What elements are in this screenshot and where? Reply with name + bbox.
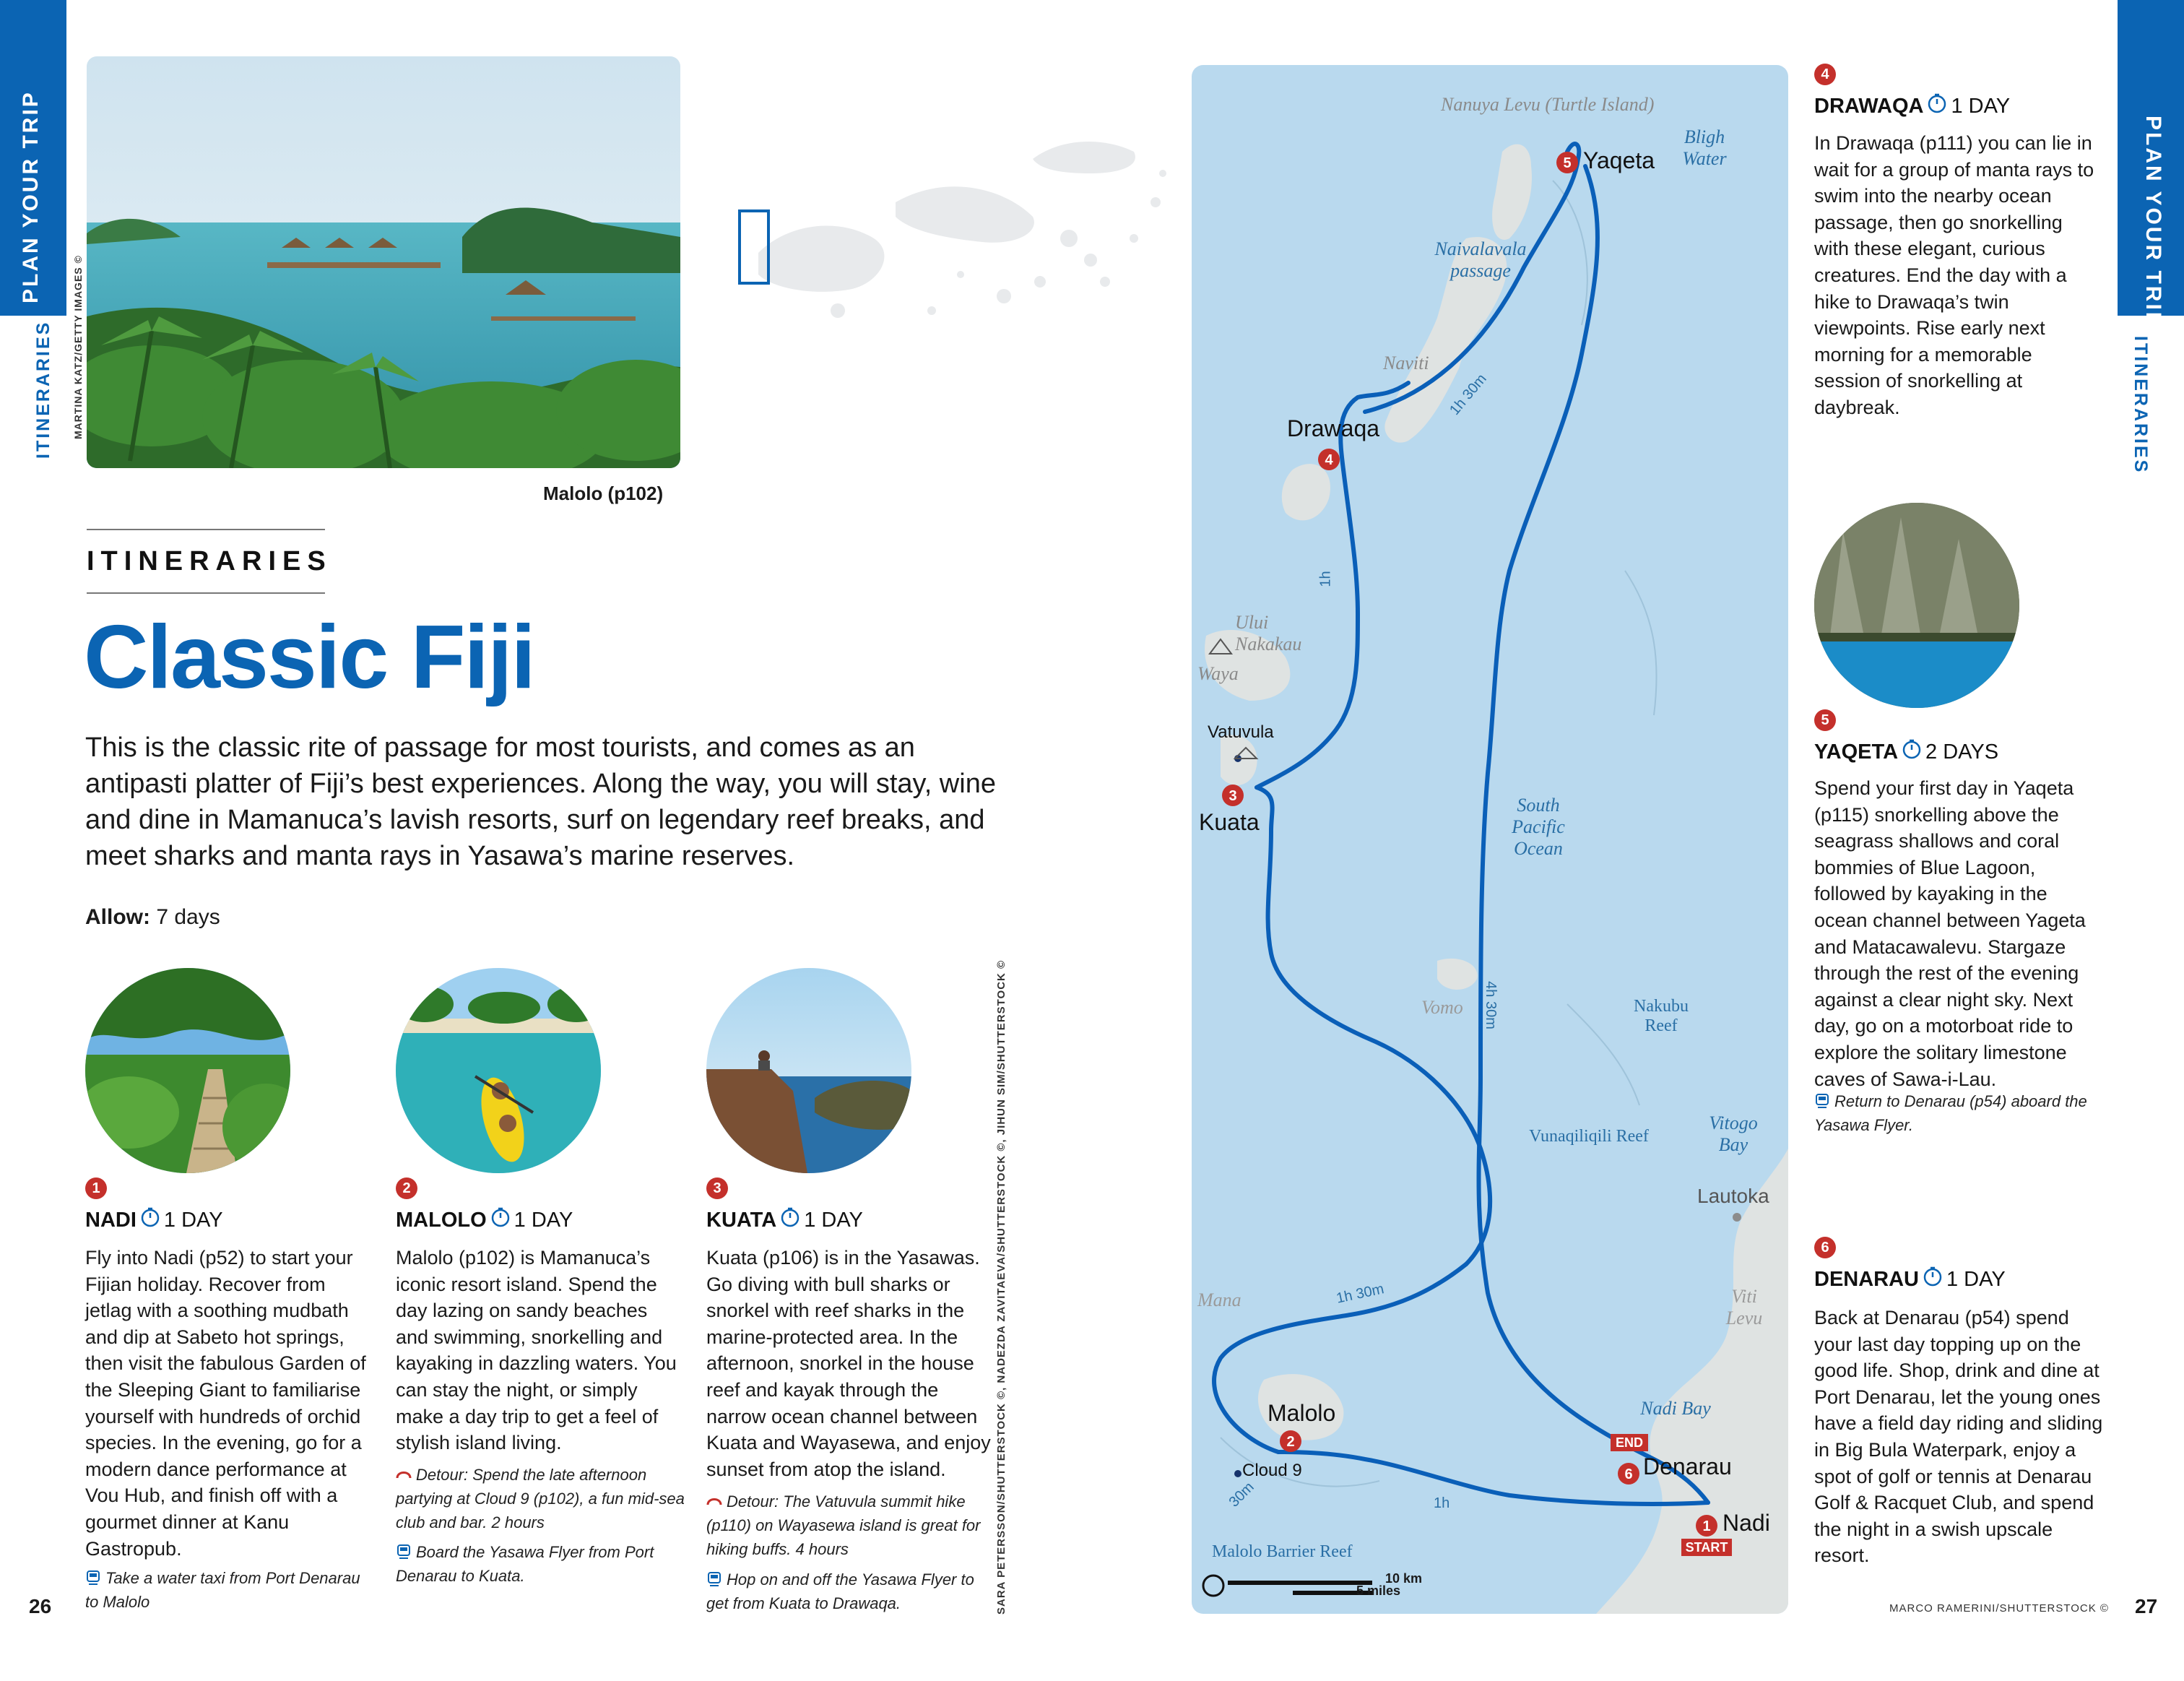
map-label-mana: Mana (1197, 1289, 1242, 1310)
stop-number-badge: 5 (1814, 709, 1836, 731)
allow-label: Allow: (85, 905, 150, 929)
clock-icon (1926, 92, 1948, 120)
map-place-denarau: Denarau (1643, 1453, 1732, 1479)
clock-icon (779, 1206, 801, 1234)
map-label-vomo: Vomo (1421, 997, 1463, 1018)
stop-duration: 1 DAY (514, 1208, 573, 1232)
map-leg-2: 1h (1317, 571, 1334, 587)
clock-icon (1901, 738, 1923, 766)
stop-name: KUATA (706, 1208, 777, 1232)
allow-value: 7 days (156, 905, 220, 929)
map-label-viti-levu: Viti Levu (1725, 1286, 1763, 1328)
stop-detour-malolo (396, 1463, 685, 1534)
map-leg-5: 30m (1226, 1479, 1257, 1511)
page-title: Classic Fiji (84, 608, 534, 707)
page-number-left: 26 (29, 1595, 52, 1617)
map-label-vitogo: Vitogo Bay (1709, 1112, 1758, 1155)
detour-icon (706, 1492, 722, 1508)
map-label-lautoka: Lautoka (1697, 1185, 1769, 1207)
stop-note-malolo (396, 1540, 685, 1588)
side-tab-right-subsection-label: ITINERARIES (2131, 336, 2151, 475)
hero-caption: Malolo (p102) (543, 483, 664, 504)
stop-heading-nadi (85, 1177, 223, 1234)
stop-note-text: Return to Denarau (p54) aboard the Yasawa Flyer. (1814, 1092, 2087, 1134)
stop-note-text: Board the Yasawa Flyer from Port Denarau to Kuata. (396, 1543, 654, 1585)
stop-note-text: Take a water taxi from Port Denarau to Malolo (85, 1569, 360, 1611)
map-leg-6: 1h (1434, 1495, 1450, 1511)
map-label-ului: Ului Nakakau (1235, 612, 1302, 654)
stop-name: DENARAU (1814, 1267, 1919, 1291)
stop-body-denarau: Back at Denarau (p54) spend your last day topping up on the good life. Shop, drink and dine at Port Denarau, let the young ones have a field day riding and sliding in Big Bula Waterpark, enjoy a spot of golf or tennis at Denarau Golf & Racquet Club, and spend the night in a swish upscale resort. (1814, 1307, 2103, 1567)
stop-note-text: Hop on and off the Yasawa Flyer to get from Kuata to Drawaqa. (706, 1570, 974, 1612)
marker-5: 5 (1563, 155, 1572, 171)
stop-detour-kuata (706, 1490, 995, 1561)
marker-6: 6 (1624, 1466, 1633, 1482)
allow-duration (85, 905, 220, 930)
map-place-yaqeta: Yaqeta (1583, 147, 1655, 173)
section-label: ITINERARIES (87, 546, 332, 576)
map-label-waya: Waya (1197, 663, 1239, 684)
stop-name: DRAWAQA (1814, 94, 1924, 118)
side-tab-subsection-label: ITINERARIES (33, 320, 53, 459)
stop-heading-malolo (396, 1177, 573, 1234)
photo-yaqeta-caves (1814, 503, 2019, 708)
stop-duration: 1 DAY (1951, 94, 2011, 118)
stop-number-badge: 4 (1814, 64, 1836, 85)
map-label-nakubu: Nakubu Reef (1634, 997, 1689, 1035)
section-rule-top (87, 529, 325, 530)
stop-name: YAQETA (1814, 740, 1899, 764)
ferry-icon (706, 1570, 722, 1586)
map-scale-km: 10 km (1385, 1571, 1423, 1586)
stop-heading-drawaqa (1814, 64, 2010, 120)
marker-2: 2 (1286, 1434, 1295, 1450)
map-place-kuata: Kuata (1199, 809, 1260, 835)
stop-heading-denarau (1814, 1237, 2006, 1293)
side-tab-right-section-label: PLAN YOUR TRIP (2141, 116, 2165, 329)
stop-name: NADI (85, 1208, 136, 1232)
map-scale-miles: 5 miles (1356, 1583, 1401, 1598)
stop-body-nadi: Fly into Nadi (p52) to start your Fijian holiday. Recover from jetlag with a soothing mudbath and dip at Sabeto hot springs, then visit the fabulous Garden of the Sleeping Giant to familiarise yourself with hundreds of orchid species. In the evening, go for a modern dance performance at Vou Hub, and finish off with a gourmet dinner at Kanu Gastropub. (85, 1247, 366, 1560)
map-leg-4: 1h 30m (1335, 1281, 1386, 1307)
stop-number-badge: 2 (396, 1177, 417, 1199)
stop-detour-text: Detour: The Vatuvula summit hike (p110) on Wayasewa island is great for hiking buffs. 4 hours (706, 1492, 981, 1558)
stop-note-yaqeta (1814, 1089, 2118, 1137)
map-label-nadi-bay: Nadi Bay (1640, 1398, 1711, 1419)
stop-note-kuata (706, 1568, 995, 1615)
ferry-icon (1814, 1092, 1830, 1107)
stop-body-malolo: Malolo (p102) is Mamanuca’s iconic resort island. Spend the day lazing on sandy beaches and swimming, snorkelling and kayaking in dazzling waters. You can stay the night, or simply make a day trip to get a feel of stylish island living. (396, 1247, 677, 1454)
map-place-nadi: Nadi (1722, 1510, 1770, 1536)
photo-kuata (706, 968, 911, 1173)
map-place-malolo: Malolo (1268, 1400, 1336, 1426)
stop-note-nadi (85, 1566, 374, 1614)
stop-body-drawaqa: In Drawaqa (p111) you can lie in wait for a group of manta rays to swim into the nearby ocean passage, then go snorkelling with these elegant, curious creatures. End the day with a hike to Drawaqa’s twin viewpoints. Rise early next morning for a memorable session of snorkelling at daybreak. (1814, 132, 2094, 418)
clock-icon (490, 1206, 511, 1234)
stop-number-badge: 1 (85, 1177, 107, 1199)
map-label-south-pacific: South Pacific Ocean (1512, 795, 1565, 859)
map-label-naviti: Naviti (1383, 353, 1429, 373)
stop-duration: 1 DAY (804, 1208, 863, 1232)
map-label-vunaqiliqili: Vunaqiliqili Reef (1529, 1127, 1649, 1146)
stop-number-badge: 6 (1814, 1237, 1836, 1258)
hero-photo-credit: MARTINA KATZ/GETTY IMAGES © (72, 255, 84, 439)
map-label-vatuvula: Vatuvula (1208, 722, 1274, 742)
map-leg-3: 4h 30m (1482, 981, 1499, 1029)
photo-malolo-kayak (396, 968, 601, 1173)
map-label-malolo-reef: Malolo Barrier Reef (1212, 1542, 1353, 1561)
stop-heading-yaqeta (1814, 709, 1998, 766)
map-place-drawaqa: Drawaqa (1287, 415, 1380, 441)
map-label-nanuya: Nanuya Levu (Turtle Island) (1441, 94, 1655, 115)
detour-icon (396, 1465, 412, 1481)
stop-heading-kuata (706, 1177, 863, 1234)
marker-1: 1 (1702, 1518, 1711, 1534)
stop-body-kuata: Kuata (p106) is in the Yasawas. Go diving with bull sharks or snorkel with reef sharks in the marine-protected area. In the afternoon, snorkel in the house reef and kayak through the narrow ocean channel between Kuata and Wayasewa, and enjoy sunset from atop the island. (706, 1247, 991, 1480)
boat-icon (85, 1568, 101, 1584)
hero-photo-malolo (87, 56, 680, 468)
marker-4: 4 (1325, 452, 1333, 468)
page-number-right: 27 (2135, 1595, 2158, 1617)
section-rule-bottom (87, 592, 325, 594)
right-photo-credit: MARCO RAMERINI/SHUTTERSTOCK © (1889, 1602, 2109, 1615)
clock-icon (1922, 1266, 1944, 1293)
stop-number-badge: 3 (706, 1177, 728, 1199)
clock-icon (139, 1206, 161, 1234)
stop-body-yaqeta: Spend your first day in Yaqeta (p115) snorkelling above the seagrass shallows and coral bommies of Blue Lagoon, followed by kayaking in the ocean channel between Yageta and Matacawalevu. Stargaze through the rest of the evening against a clear night sky. Next day, go on a motorboat ride to explore the solitary limestone caves of Sawa-i-Lau. (1814, 777, 2086, 1090)
stop-duration: 2 DAYS (1925, 740, 1999, 764)
start-flag-label: START (1685, 1540, 1728, 1555)
route-map (1192, 65, 1788, 1614)
photo-nadi (85, 968, 290, 1173)
stop-name: MALOLO (396, 1208, 487, 1232)
stop-detour-text: Detour: Spend the late afternoon partying at Cloud 9 (p102), a fun mid-sea club and bar. 2 hours (396, 1466, 685, 1531)
photo-credits-vertical: SARA PETERSSON/SHUTTERSTOCK ©, NADEZDA ZAVITAEVA/SHUTTERSTOCK ©, JIHUN SIM/SHUTTERSTOCK © (995, 959, 1008, 1615)
map-leg-1: 1h 30m (1447, 371, 1490, 418)
map-label-bligh: Bligh Water (1682, 126, 1727, 169)
map-stop-markers (1222, 152, 1717, 1537)
marker-3: 3 (1228, 788, 1237, 804)
stop-duration: 1 DAY (1946, 1267, 2006, 1291)
end-flag-label: END (1615, 1435, 1644, 1450)
intro-paragraph: This is the classic rite of passage for most tourists, and comes as an antipasti platter of Fiji’s best experiences. Along the way, you will stay, wine and dine in Mamanuca’s lavish resorts, surf on legendary reef breaks, and meet sharks and manta rays in Yasawa’s marine reserves. (85, 733, 996, 871)
ferry-icon (396, 1542, 412, 1558)
side-tab-section-label: PLAN YOUR TRIP (19, 90, 43, 303)
fiji-locator-map (729, 94, 1177, 354)
map-label-cloud9: Cloud 9 (1242, 1461, 1302, 1480)
map-label-naivalavala: Naivalavala passage (1434, 238, 1527, 281)
stop-duration: 1 DAY (163, 1208, 223, 1232)
